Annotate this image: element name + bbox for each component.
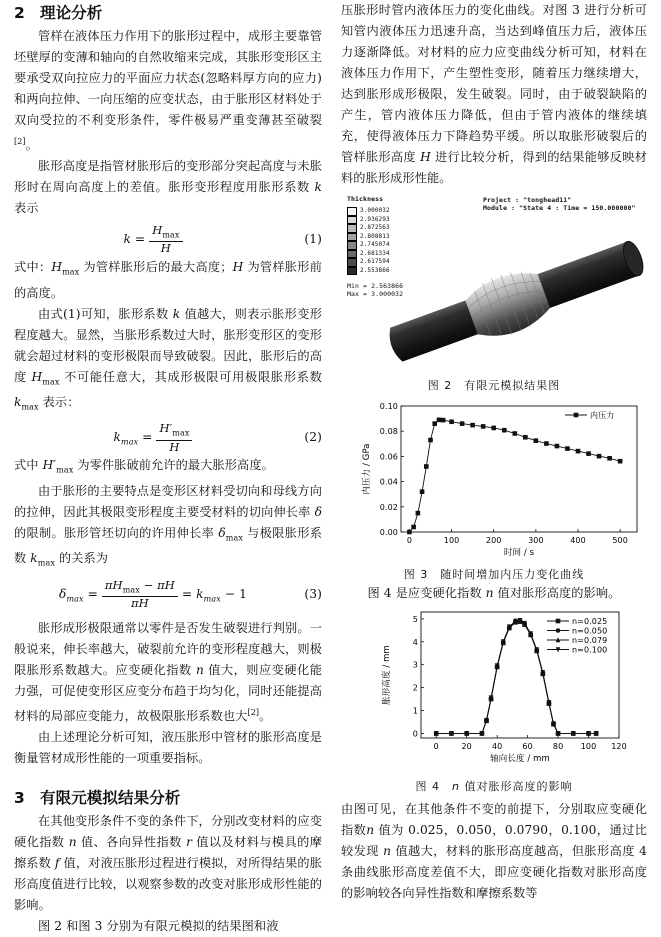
x-axis-label: 轴向长度 / mm: [490, 754, 550, 764]
section-2-title: 理论分析: [40, 4, 103, 22]
data-point: [407, 530, 412, 535]
legend-label: 内压力: [590, 411, 615, 420]
x-tick-label: 20: [461, 742, 472, 751]
data-point: [502, 428, 507, 433]
figure-4-caption: 图 4 n 值对胀形高度的影响: [415, 780, 573, 793]
y-tick-label: 1: [412, 706, 418, 716]
fem-result-image: [341, 193, 647, 376]
section-2-number: 2: [14, 4, 25, 22]
x-tick-label: 40: [491, 742, 503, 751]
x-tick-label: 400: [570, 536, 586, 545]
paragraph-r2: 图 4 是应变硬化指数 n 值对胀形高度的影响。: [367, 586, 621, 600]
max-label: Max = 3.000032: [347, 290, 404, 298]
paragraph-7: 胀形成形极限通常以零件是否发生破裂进行判别。一般说来，伸长率越大，破裂前允许的变形程度越大，则极限胀形系数越大。应变硬化指数 n 值大，则应变硬化能力强，可促使变形区应变分布趋于均匀化，同时还能提高材料的局部应变能力，故极限胀形系数也大[2]。: [14, 620, 323, 723]
data-point: [618, 459, 623, 464]
data-point: [597, 454, 602, 459]
equation-2: $k_{max}$ = $\frac{H'_{max}}{H}$ (2): [113, 421, 322, 454]
y-tick-label: 0.06: [379, 452, 398, 462]
legend: [565, 410, 614, 420]
legend-marker: [556, 619, 561, 624]
figure-3-caption: 图 3 随时间增加内压力变化曲线: [403, 568, 585, 581]
paragraph-3: 式中：$H_{max}$ 为管样胀形后的最大高度；H 为管样胀形前的高度。: [14, 260, 322, 300]
paragraph-4: 由式(1)可知，胀形系数 k 值越大，则表示胀形变形程度越大。显然，当胀形系数过大时，胀形变形区的变形就会超过材料的变形极限而导致破裂。因此，胀形后的高度 $H_{max}$ 不可能任意大，其成形极限可用极限胀形系数 $k_{max}$ 表示：: [14, 306, 323, 412]
data-point: [607, 456, 612, 461]
y-tick-label: 0.10: [379, 402, 398, 411]
section-3-title: 有限元模拟结果分析: [40, 788, 181, 807]
x-tick-label: 100: [580, 742, 597, 751]
legend-label: n=0.025: [572, 617, 608, 626]
legend-marker: [574, 413, 579, 418]
fem-tube-drawing: [341, 193, 647, 376]
y-axis-label: 胀形高度 / mm: [382, 645, 392, 705]
x-tick-label: 0: [433, 742, 439, 751]
equation-3-number: (3): [304, 586, 322, 601]
data-point: [470, 423, 475, 428]
data-point: [449, 419, 454, 424]
paragraph-5: 式中 $H'_{max}$ 为零件胀破前允许的最大胀形高度。: [14, 458, 274, 475]
project-label: Project : "tonghead11": [483, 196, 572, 204]
data-point: [416, 511, 421, 516]
figure-2: [341, 193, 647, 394]
paragraph-10: 图 2 和图 3 分别为有限元模拟的结果图和液: [38, 918, 279, 933]
paragraph-8: 由上述理论分析可知，液压胀形中管材的胀形高度是衡量管材成形性能的一项重要指标。: [14, 729, 322, 765]
equation-1: k = $\frac{H_{max}}{H}$ (1): [123, 223, 322, 256]
citation-2a: [2]: [14, 137, 26, 146]
series-line: [409, 420, 620, 532]
thickness-label: Thickness: [347, 195, 384, 203]
data-point: [544, 441, 549, 446]
y-tick-label: 0.02: [379, 502, 398, 512]
x-tick-label: 0: [406, 536, 413, 545]
bulge-height-chart: [341, 606, 647, 768]
data-point: [460, 421, 465, 426]
y-tick-label: 3: [412, 660, 418, 670]
data-point: [437, 418, 442, 423]
data-point: [555, 444, 560, 449]
legend-label: n=0.050: [572, 626, 608, 636]
module-label: Module : "State 4 : Time = 150.000000": [483, 204, 636, 212]
x-tick-label: 500: [612, 536, 628, 545]
series-1: [407, 418, 622, 535]
data-point: [428, 438, 433, 443]
data-point: [420, 489, 425, 494]
x-tick-label: 60: [522, 742, 533, 751]
y-tick-label: 4: [412, 637, 418, 647]
y-tick-label: 2: [412, 683, 418, 693]
data-point: [432, 421, 437, 426]
data-point: [523, 435, 528, 440]
data-point: [586, 451, 591, 456]
paragraph-6: 由于胀形的主要特点是变形区材料受切向和母线方向的拉伸，因此其极限变形程度主要受材料的切向伸长率 δ 的限制。胀形管坯切向的许用伸长率 $\delta_{max}$ 与极限胀形系数 $k_{max}$ 的关系为: [14, 483, 323, 568]
scale-value: 2.872563: [360, 224, 390, 231]
data-point: [481, 424, 486, 429]
y-axis-label: 内压力 / GPa: [362, 443, 372, 495]
data-point: [576, 449, 581, 454]
scale-value: 2.808813: [360, 232, 390, 240]
equation-2-number: (2): [304, 430, 322, 445]
legend: [547, 617, 607, 655]
y-tick-label: 0: [412, 729, 418, 739]
y-tick-label: 5: [412, 614, 418, 624]
section-2-heading: [14, 0, 322, 26]
paragraph-r1: 压胀形时管内液体压力的变化曲线。对图 3 进行分析可知管内液体压力迅速升高，当达到峰值压力后，液体压力逐渐降低。对材料的应力应变曲线分析可知，材料在液体压力作用下，产生塑性变形，随着压力继续增大，达到胀形成形极限，发生破裂。同时，由于破裂缺陷的产生，管内液体压力降低，但由于管内液体的继续填充，使得液体压力下降趋势平缓。所以取胀形破裂后的管样胀形高度 H 进行比较分析，得到的结果能够反映材料的胀形成形性能。: [341, 3, 647, 185]
section-3-number: 3: [14, 788, 25, 807]
x-tick-label: 100: [443, 536, 460, 545]
scale-value: 2.681334: [360, 249, 390, 257]
paragraph-9: 在其他变形条件不变的条件下，分别改变材料的应变硬化指数 n 值、各向异性指数 r 值以及材料与模具的摩擦系数 f 值，对液压胀形过程进行模拟，对所得结果的胀形高度值进行比较，以观察参数的改变对胀形成形性能的影响。: [14, 813, 322, 912]
scale-value: 2.936293: [360, 215, 390, 223]
figure-4: [341, 606, 647, 795]
x-axis-label: 时间 / s: [503, 548, 535, 558]
data-point: [424, 464, 429, 469]
scale-value: 3.000032: [360, 207, 390, 214]
figure-2-caption: 图 2 有限元模拟结果图: [427, 379, 561, 392]
scale-value: 2.553866: [360, 266, 390, 274]
x-tick-label: 300: [528, 536, 544, 545]
min-label: Min = 2.563866: [347, 282, 404, 290]
x-tick-label: 80: [552, 742, 564, 751]
data-point: [565, 446, 570, 451]
data-point: [491, 426, 496, 431]
figure-3: [341, 400, 647, 583]
legend-label: n=0.079: [572, 636, 608, 645]
data-point: [411, 525, 416, 530]
y-tick-label: 0.00: [379, 528, 398, 537]
y-tick-label: 0.04: [379, 477, 398, 487]
x-tick-label: 200: [485, 536, 502, 545]
legend-marker: [556, 628, 561, 633]
legend-label: n=0.100: [572, 645, 608, 655]
pressure-time-chart: [341, 400, 647, 560]
equation-3: $\delta_{max}$ = $\frac{\pi H_{max} - \pi H}{\pi H}$ = $k_{max} - 1$ (3): [59, 577, 322, 610]
paragraph-2: 胀形高度是指管材胀形后的变形部分突起高度与未胀形时在周向高度上的差值。胀形变形程度用胀形系数 k 表示: [14, 159, 322, 216]
scale-value: 2.745074: [360, 241, 390, 248]
left-column: [14, 0, 322, 937]
data-point: [534, 438, 539, 443]
right-column: [341, 0, 647, 904]
paragraph-r3: 由图可见，在其他条件不变的前提下，分别取应变硬化指数n 值为 0.025，0.050，0.0790，0.100，通过比较发现 n 值越大，材料的胀形高度越高，但胀形高度 4 条曲线胀形高度差值不大，即应变硬化指数对胀形高度的影响较各向异性指数和摩擦系数等: [341, 802, 647, 900]
x-tick-label: 120: [611, 742, 627, 751]
data-point: [441, 418, 446, 423]
citation-2b: [2]: [247, 707, 260, 717]
section-3-heading: [14, 785, 322, 811]
paragraph-1: 管样在液体压力作用下的胀形过程中，成形主要靠管坯壁厚的变薄和轴向的自然收缩来完成，其胀形变形区主要承受双向拉应力的平面应力状态(忽略料厚方向的应力)和两向拉伸、一向压缩的应变状态，由于胀形区材料处于双向受拉的不利变形条件，零件极易严重变薄甚至破裂[2]。: [14, 29, 322, 153]
scale-value: 2.617594: [360, 258, 390, 265]
equation-1-number: (1): [304, 232, 322, 247]
y-tick-label: 0.08: [379, 427, 398, 437]
data-point: [512, 431, 517, 436]
